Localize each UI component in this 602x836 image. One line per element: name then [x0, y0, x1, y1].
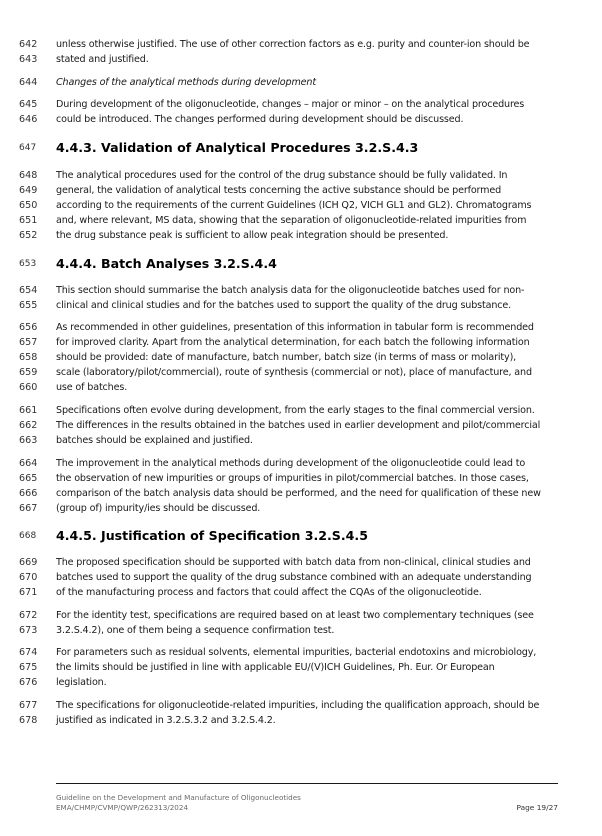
line-number: 678	[19, 715, 38, 726]
line-number: 654	[19, 285, 38, 296]
page-number: Page 19/27	[516, 803, 558, 812]
body-line: For the identity test, specifications are required based on at least two complementary techniques (see	[56, 610, 534, 621]
line-number: 677	[19, 700, 38, 711]
body-line: the limits should be justified in line with applicable EU/(V)ICH Guidelines, Ph. Eur. Or European	[56, 662, 495, 673]
line-number: 672	[19, 610, 38, 621]
line-number: 659	[19, 367, 38, 378]
subheading-italic: Changes of the analytical methods during development	[56, 77, 316, 88]
line-number: 676	[19, 677, 38, 688]
body-line: batches should be explained and justified.	[56, 435, 253, 446]
line-number: 652	[19, 230, 38, 241]
line-number: 665	[19, 473, 38, 484]
body-line: clinical and clinical studies and for the batches used to support the quality of the drug substance.	[56, 300, 512, 311]
line-number: 648	[19, 170, 38, 181]
body-line: the observation of new impurities or groups of impurities in pilot/commercial batches. In those cases,	[56, 473, 529, 484]
body-line: general, the validation of analytical tests concerning the active substance should be performed	[56, 185, 502, 196]
line-number: 651	[19, 215, 38, 226]
body-line: The analytical procedures used for the control of the drug substance should be fully validated. In	[56, 170, 508, 181]
body-line: The proposed specification should be supported with batch data from non-clinical, clinical studies and	[56, 557, 531, 568]
line-number: 668	[19, 531, 37, 541]
footer-divider	[56, 783, 558, 784]
line-number: 670	[19, 572, 38, 583]
line-number: 667	[19, 503, 38, 514]
footer-title: Guideline on the Development and Manufacture of Oligonucleotides	[56, 793, 301, 802]
body-line: justified as indicated in 3.2.S.3.2 and 3.2.S.4.2.	[56, 715, 276, 726]
line-number: 669	[19, 557, 38, 568]
line-number: 655	[19, 300, 38, 311]
body-line: should be provided: date of manufacture, batch number, batch size (in terms of mass or molarity),	[56, 352, 517, 363]
line-number: 662	[19, 420, 38, 431]
line-number: 656	[19, 322, 38, 333]
body-line: unless otherwise justified. The use of other correction factors as e.g. purity and counter-ion should be	[56, 39, 530, 50]
body-line: the drug substance peak is sufficient to allow peak integration should be presented.	[56, 230, 449, 241]
body-line: use of batches.	[56, 382, 128, 393]
line-number: 658	[19, 352, 38, 363]
body-line: (group of) impurity/ies should be discussed.	[56, 503, 261, 514]
body-line: comparison of the batch analysis data should be performed, and the need for qualification of these new	[56, 488, 541, 499]
line-number: 647	[19, 143, 37, 153]
body-line: The improvement in the analytical methods during development of the oligonucleotide could lead to	[56, 458, 526, 469]
body-line: This section should summarise the batch analysis data for the oligonucleotide batches used for non-	[56, 285, 525, 296]
line-number: 643	[19, 54, 38, 65]
body-line: of the manufacturing process and factors that could affect the CQAs of the oligonucleotide.	[56, 587, 482, 598]
body-line: legislation.	[56, 677, 107, 688]
body-line: according to the requirements of the current Guidelines (ICH Q2, VICH GL1 and GL2). Chromatograms	[56, 200, 532, 211]
line-number: 650	[19, 200, 38, 211]
line-number: 666	[19, 488, 38, 499]
body-line: scale (laboratory/pilot/commercial), route of synthesis (commercial or not), place of manufacture, and	[56, 367, 532, 378]
body-line: 3.2.S.4.2), one of them being a sequence confirmation test.	[56, 625, 335, 636]
body-line: As recommended in other guidelines, presentation of this information in tabular form is recommended	[56, 322, 534, 333]
line-number: 674	[19, 647, 38, 658]
line-number: 642	[19, 39, 38, 50]
line-number: 645	[19, 99, 38, 110]
body-line: Specifications often evolve during development, from the early stages to the final commercial version.	[56, 405, 535, 416]
body-line: could be introduced. The changes performed during development should be discussed.	[56, 114, 464, 125]
body-line: batches used to support the quality of the drug substance combined with an adequate understanding	[56, 572, 532, 583]
line-number: 664	[19, 458, 38, 469]
body-line: For parameters such as residual solvents, elemental impurities, bacterial endotoxins and microbiology,	[56, 647, 537, 658]
line-number: 675	[19, 662, 38, 673]
section-heading-4-4-5: 4.4.5. Justification of Specification 3.2.S.4.5	[56, 528, 368, 543]
body-line: for improved clarity. Apart from the analytical determination, for each batch the following information	[56, 337, 530, 348]
section-heading-4-4-3: 4.4.3. Validation of Analytical Procedures 3.2.S.4.3	[56, 140, 419, 155]
line-number: 671	[19, 587, 38, 598]
footer-document-info	[56, 793, 301, 812]
body-line: The specifications for oligonucleotide-related impurities, including the qualification approach, should be	[56, 700, 540, 711]
line-number: 646	[19, 114, 38, 125]
line-number: 657	[19, 337, 38, 348]
body-line: and, where relevant, MS data, showing that the separation of oligonucleotide-related impurities from	[56, 215, 527, 226]
line-number: 653	[19, 259, 37, 269]
body-line: stated and justified.	[56, 54, 149, 65]
line-number: 661	[19, 405, 38, 416]
footer-reference: EMA/CHMP/CVMP/QWP/262313/2024	[56, 802, 189, 812]
line-number: 660	[19, 382, 38, 393]
line-number: 649	[19, 185, 38, 196]
line-number: 673	[19, 625, 38, 636]
body-line: The differences in the results obtained in the batches used in earlier development and pilot/commercial	[56, 420, 541, 431]
body-line: During development of the oligonucleotide, changes – major or minor – on the analytical procedures	[56, 99, 525, 110]
line-number: 644	[19, 77, 38, 88]
section-heading-4-4-4: 4.4.4. Batch Analyses 3.2.S.4.4	[56, 256, 277, 271]
line-number: 663	[19, 435, 38, 446]
